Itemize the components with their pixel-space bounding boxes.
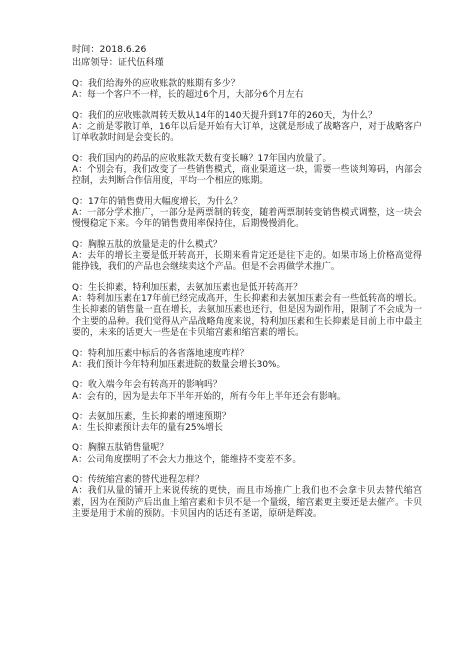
answer: A：个别会有，我们改变了一些销售模式，商业渠道这一块，需要一些谈判筹码，内部会控制，去判断合作信用度，平均一个相应的账期。 bbox=[72, 165, 422, 187]
meeting-time: 时间：2018.6.26 bbox=[72, 44, 147, 55]
qa-item bbox=[72, 111, 422, 145]
answer: A：每一个客户不一样，长的超过6个月，大部分6个月左右 bbox=[72, 90, 304, 101]
qa-item bbox=[72, 349, 422, 372]
qa-item bbox=[72, 475, 422, 521]
question: Q：我们国内的药品的应收账款天数有变长嘛？17年国内放量了。 bbox=[72, 153, 332, 164]
answer: A：会有的，因为是去年下半年开始的，所有今年上半年还会有影响。 bbox=[72, 391, 346, 402]
qa-item bbox=[72, 380, 422, 403]
answer: A：之前是零散订单，16年以后是开始有大订单，这就是形成了战略客户，对于战略客户订单收款时间是会变长的。 bbox=[72, 122, 422, 144]
answer: A：我们从量的铺开上来说传统的更快，而且市场推广上我们也不会拿卡贝去替代缩宫素，因为在预防产后出血上缩宫素和卡贝不是一个量级，缩宫素更主要还是去催产。卡贝主要是用于术前的预防。卡贝国内的话还有圣诺，原研是辉凌。 bbox=[72, 486, 422, 520]
question: Q：我们给海外的应收账款的账期有多少？ bbox=[72, 79, 240, 89]
meeting-meta bbox=[72, 43, 422, 69]
answer: A：公司角度摆明了不会大力推这个，能维持不变差不多。 bbox=[72, 454, 302, 465]
qa-item bbox=[72, 443, 422, 466]
question: Q：收入端今年会有转高开的影响吗？ bbox=[72, 380, 222, 391]
qa-item bbox=[72, 412, 422, 435]
question: Q：胸腺五肽的放量是走的什么模式？ bbox=[72, 239, 222, 250]
question: Q：传统缩宫素的替代进程怎样？ bbox=[72, 474, 204, 485]
answer: A：去年的增长主要是低开转高开，长期来看肯定还是往下走的。如果市场上价格高觉得能挣钱，我们的产品也会继续卖这个产品。但是不会再做学术推广。 bbox=[72, 251, 422, 273]
question: Q：去氨加压素，生长抑素的增速预期？ bbox=[72, 411, 231, 422]
qa-item bbox=[72, 79, 422, 102]
answer: A：一部分学术推广，一部分是两票制的转变，随着两票制转变销售模式调整，这一块会慢慢稳定下来。今年的销售费用率保持住，后期慢慢消化。 bbox=[72, 208, 422, 230]
qa-item bbox=[72, 154, 422, 188]
question: Q：我们的应收账款周转天数从14年的140天提升到17年的260天，为什么？ bbox=[72, 110, 377, 121]
qa-item bbox=[72, 283, 422, 340]
meeting-attendee: 出席领导：证代伍科瑾 bbox=[72, 57, 164, 68]
answer: A：特利加压素在17年前已经完成高开，生长抑素和去氨加压素会有一些低转高的增长。生长抑素的销售量一直在增长，去氨加压素也还行，但是因为副作用，限制了不会成为一个主要的品种。我们觉得从产品战略角度来说，特利加压素和生长抑素是目前上市中最主要的，未来的话更大一些是在卡贝缩宫素和缩宫素的增长。 bbox=[72, 294, 422, 339]
question: Q：特利加压素中标后的各省落地速度咋样？ bbox=[72, 348, 249, 359]
qa-item bbox=[72, 197, 422, 231]
question: Q：胸腺五肽销售量呢？ bbox=[72, 443, 169, 454]
qa-item bbox=[72, 240, 422, 274]
answer: A：我们预计今年特利加压素进院的数量会增长30%。 bbox=[72, 359, 286, 370]
answer: A：生长抑素预计去年的量有25%增长 bbox=[72, 423, 223, 434]
question: Q：17年的销售费用大幅度增长，为什么？ bbox=[72, 196, 243, 207]
question: Q：生长抑素，特利加压素，去氨加压素也是低开转高开？ bbox=[72, 282, 303, 293]
